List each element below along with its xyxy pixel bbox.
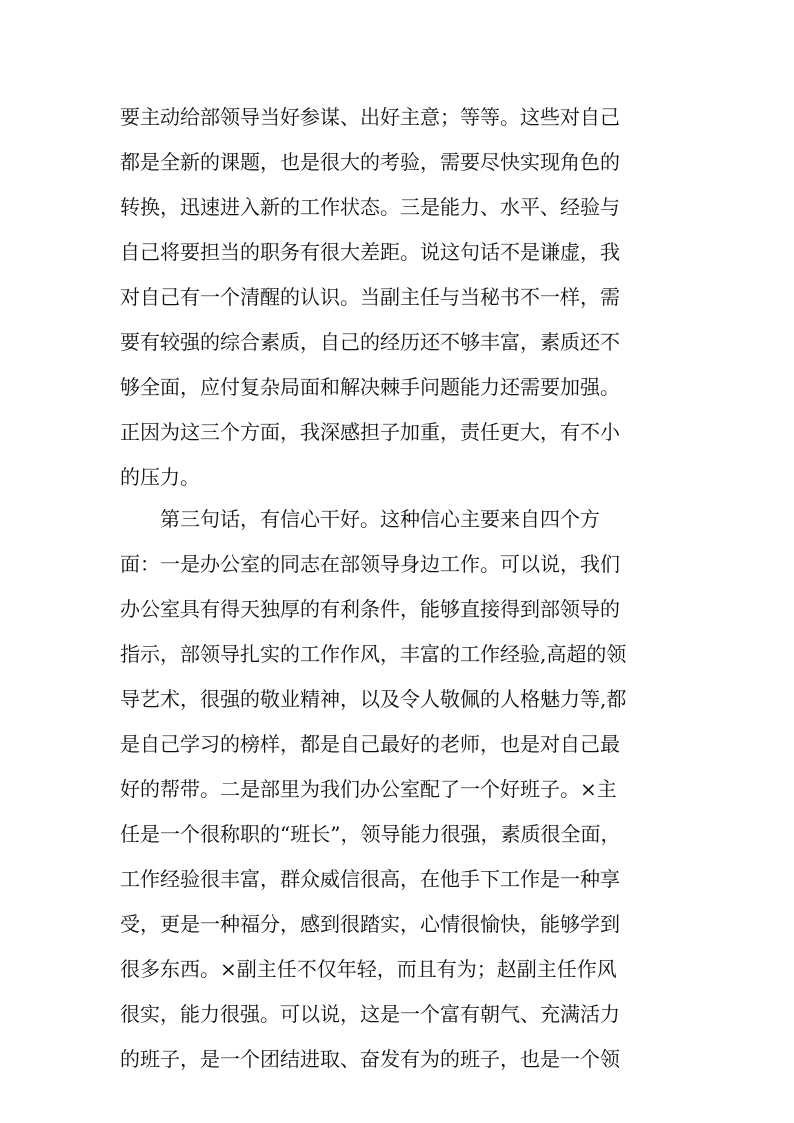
text-line: 工作经验很丰富，群众威信很高，在他手下工作是一种享 <box>120 867 620 891</box>
text-line: 任是一个很称职的“班长”，领导能力很强，素质很全面， <box>120 822 621 846</box>
text-line: 的班子，是一个团结进取、奋发有为的班子，也是一个领 <box>120 1047 620 1071</box>
text-line: 指示，部领导扎实的工作作风，丰富的工作经验,高超的领 <box>120 642 627 666</box>
text-line: 导艺术，很强的敬业精神，以及令人敬佩的人格魅力等,都 <box>120 687 627 711</box>
text-line: 很实，能力很强。可以说，这是一个富有朝气、充满活力 <box>120 1002 620 1026</box>
text-line: 受，更是一种福分，感到很踏实，心情很愉快，能够学到 <box>120 912 620 936</box>
text-line: 要主动给部领导当好参谋、出好主意；等等。这些对自己 <box>120 105 620 129</box>
text-line: 面：一是办公室的同志在部领导身边工作。可以说，我们 <box>120 552 620 576</box>
text-line: 转换，迅速进入新的工作状态。三是能力、水平、经验与 <box>120 195 620 219</box>
text-line: 好的帮带。二是部里为我们办公室配了一个好班子。×主 <box>120 777 617 801</box>
text-line: 是自己学习的榜样，都是自己最好的老师，也是对自己最 <box>120 732 620 756</box>
text-line: 自己将要担当的职务有很大差距。说这句话不是谦虚，我 <box>120 240 620 264</box>
text-line: 够全面，应付复杂局面和解决棘手问题能力还需要加强。 <box>120 375 620 399</box>
text-line: 的压力。 <box>120 465 200 489</box>
text-line: 第三句话，有信心干好。这种信心主要来自四个方 <box>160 507 600 531</box>
text-line: 对自己有一个清醒的认识。当副主任与当秘书不一样，需 <box>120 285 620 309</box>
text-line: 都是全新的课题，也是很大的考验，需要尽快实现角色的 <box>120 150 620 174</box>
text-line: 正因为这三个方面，我深感担子加重，责任更大，有不小 <box>120 420 620 444</box>
text-line: 很多东西。×副主任不仅年轻，而且有为；赵副主任作风 <box>120 957 617 981</box>
text-line: 要有较强的综合素质，自己的经历还不够丰富，素质还不 <box>120 330 620 354</box>
text-line: 办公室具有得天独厚的有利条件，能够直接得到部领导的 <box>120 597 620 621</box>
